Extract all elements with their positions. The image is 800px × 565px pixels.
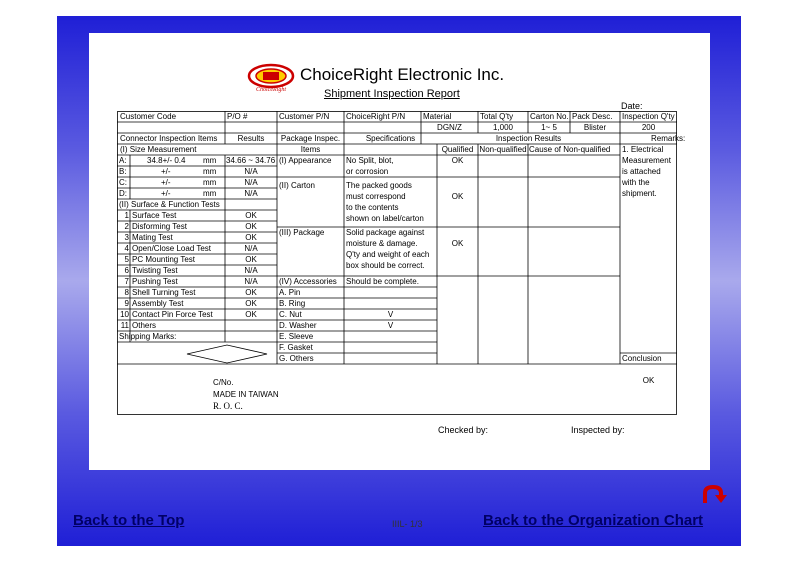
size-b-unit: mm: [203, 167, 217, 176]
header-results: Results: [237, 134, 265, 143]
header-material: Material: [423, 112, 452, 121]
test-number: 2: [124, 222, 129, 231]
package-package: (III) Package: [279, 228, 325, 237]
accessory-label: A. Pin: [279, 288, 301, 297]
checked-by-label: Checked by:: [438, 425, 489, 435]
test-number: 4: [124, 244, 129, 253]
header-carton-no: Carton No.: [530, 112, 569, 121]
accessory-label: C. Nut: [279, 310, 302, 319]
test-name: Pushing Test: [132, 277, 178, 286]
package-accessories: (IV) Accessories: [279, 277, 337, 286]
size-d-label: D:: [119, 189, 127, 198]
mark-line: C/No.: [213, 378, 234, 387]
size-b-value: +/-: [161, 167, 171, 176]
conclusion-value: OK: [642, 376, 655, 385]
header-customer-code: Customer Code: [120, 112, 177, 121]
accessory-label: B. Ring: [279, 299, 306, 308]
company-logo: [246, 63, 296, 93]
carton-spec-line: The packed goods: [346, 181, 412, 190]
test-result: OK: [245, 211, 257, 220]
size-section-title: (I) Size Measurement: [120, 145, 197, 154]
mark-line: MADE IN TAIWAN: [213, 390, 279, 399]
test-name: Disforming Test: [132, 222, 187, 231]
test-result: N/A: [244, 277, 258, 286]
test-name: Assembly Test: [132, 299, 184, 308]
size-d-value: +/-: [161, 189, 171, 198]
accessory-mark: V: [387, 321, 394, 330]
test-number: 7: [124, 277, 129, 286]
test-name: Twisting Test: [132, 266, 178, 275]
test-result: N/A: [244, 266, 258, 275]
carton-spec-line: to the contents: [346, 203, 399, 212]
inspected-by-label: Inspected by:: [571, 425, 625, 435]
test-name: Mating Test: [132, 233, 173, 242]
test-number: 6: [124, 266, 129, 275]
size-d-result: N/A: [244, 189, 258, 198]
accessories-spec: Should be complete.: [346, 277, 419, 286]
back-to-top-link[interactable]: Back to the Top: [73, 512, 185, 529]
appearance-result: OK: [451, 156, 464, 165]
size-a-unit: mm: [203, 156, 217, 165]
header-qualified: Qualified: [441, 145, 474, 154]
package-spec-line: moisture & damage.: [346, 239, 418, 248]
size-c-result: N/A: [244, 178, 258, 187]
accessory-mark: V: [387, 310, 394, 319]
value-total-qty: 1,000: [492, 123, 514, 132]
size-a-result: 34.66 ~ 34.76: [226, 156, 276, 165]
test-result: OK: [245, 299, 257, 308]
svg-text:ChoiceRight: ChoiceRight: [256, 87, 286, 93]
header-choiceright-pn: ChoiceRight P/N: [346, 112, 406, 121]
header-non-qualified: Non-qualified: [479, 145, 527, 154]
appearance-spec-line: or corrosion: [346, 167, 389, 176]
value-material: DGN/Z: [437, 123, 462, 132]
test-number: 3: [124, 233, 129, 242]
remarks-line: with the: [622, 178, 650, 187]
page-number: IIIL- 1/3: [392, 519, 423, 529]
test-result: OK: [245, 310, 257, 319]
test-result: N/A: [244, 244, 258, 253]
appearance-spec-line: No Split, blot,: [346, 156, 394, 165]
surface-section-title: (II) Surface & Function Tests: [119, 200, 220, 209]
header-remarks: Remarks:: [651, 134, 686, 143]
header-inspection-qty: Inspection Q'ty: [622, 112, 675, 121]
size-c-unit: mm: [203, 178, 217, 187]
header-cause: Cause of Non-qualified: [529, 145, 611, 154]
test-name: PC Mounting Test: [132, 255, 195, 264]
carton-result: OK: [451, 192, 464, 201]
header-total-qty: Total Q'ty: [480, 112, 514, 121]
inspection-table: [117, 111, 686, 415]
header-pack-desc: Pack Desc.: [572, 112, 613, 121]
remarks-line: 1. Electrical: [622, 145, 664, 154]
conclusion-label: Conclusion: [622, 354, 662, 363]
value-carton-no: 1~ 5: [541, 123, 557, 132]
test-name: Contact Pin Force Test: [132, 310, 213, 319]
header-connector-items: Connector Inspection Items: [120, 134, 218, 143]
accessory-label: F. Gasket: [279, 343, 313, 352]
test-result: OK: [245, 222, 257, 231]
size-c-label: C:: [119, 178, 127, 187]
value-inspection-qty: 200: [641, 123, 656, 132]
remarks-line: is attached: [622, 167, 661, 176]
accessory-label: G. Others: [279, 354, 314, 363]
test-result: OK: [245, 288, 257, 297]
package-spec-line: Q'ty and weight of each: [346, 250, 430, 259]
size-b-label: B:: [119, 167, 127, 176]
carton-spec-line: must correspond: [346, 192, 406, 201]
package-spec-line: Solid package against: [346, 228, 425, 237]
size-b-result: N/A: [244, 167, 258, 176]
test-result: OK: [245, 233, 257, 242]
test-number: 11: [120, 321, 129, 330]
back-to-org-chart-link[interactable]: Back to the Organization Chart: [483, 512, 704, 529]
header-customer-pn: Customer P/N: [279, 112, 330, 121]
return-arrow-icon[interactable]: [700, 484, 728, 504]
company-name: ChoiceRight Electronic Inc.: [300, 65, 505, 84]
size-a-value: 34.8+/- 0.4: [147, 156, 186, 165]
accessory-label: D. Washer: [279, 321, 317, 330]
value-pack-desc: Blister: [583, 123, 607, 132]
package-spec-line: box should be correct.: [346, 261, 425, 270]
test-name: Shell Turning Test: [132, 288, 196, 297]
test-name: Others: [132, 321, 157, 330]
package-appearance: (I) Appearance: [279, 156, 332, 165]
test-number: 8: [124, 288, 129, 297]
test-number: 1: [124, 211, 129, 220]
mark-line: R. O. C.: [213, 401, 243, 411]
test-number: 10: [120, 310, 129, 319]
test-name: Open/Close Load Test: [132, 244, 212, 253]
header-specifications: Specifications: [365, 134, 416, 143]
remarks-line: Measurement: [622, 156, 671, 165]
accessory-label: E. Sleeve: [279, 332, 314, 341]
package-carton: (II) Carton: [279, 181, 316, 190]
header-inspection-results: Inspection Results: [495, 134, 562, 143]
remarks-line: shipment.: [622, 189, 657, 198]
size-d-unit: mm: [203, 189, 217, 198]
test-name: Surface Test: [132, 211, 177, 220]
size-c-value: +/-: [161, 178, 171, 187]
header-package-inspec: Package Inspec.: [280, 134, 341, 143]
header-items: Items: [300, 145, 321, 154]
date-label: Date:: [621, 101, 643, 111]
test-result: OK: [245, 255, 257, 264]
test-number: 9: [124, 299, 129, 308]
carton-spec-line: shown on label/carton: [346, 214, 424, 223]
test-number: 5: [124, 255, 129, 264]
shipping-marks-label: Shipping Marks:: [119, 332, 177, 341]
report-title: Shipment Inspection Report: [324, 88, 460, 100]
size-a-label: A:: [119, 156, 127, 165]
header-po: P/O #: [227, 112, 248, 121]
shipping-mark-diamond: [186, 344, 268, 364]
package-result: OK: [451, 239, 464, 248]
